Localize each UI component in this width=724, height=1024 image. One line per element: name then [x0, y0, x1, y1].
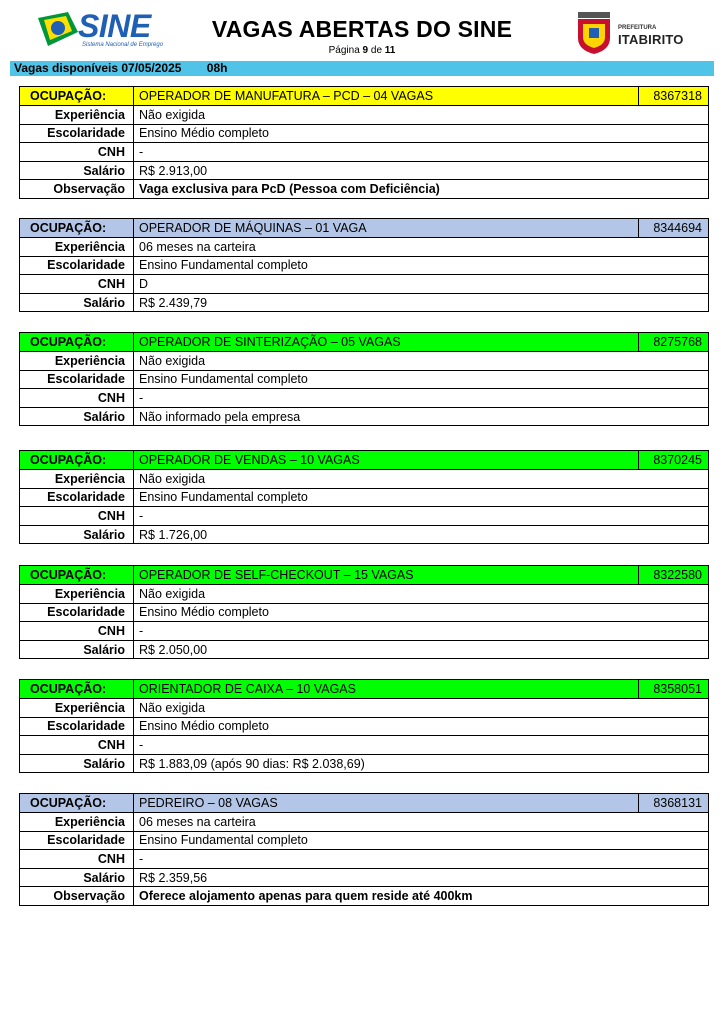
observation-label: Observação — [20, 180, 134, 199]
cnh-label: CNH — [20, 622, 134, 641]
job-header-row — [20, 333, 709, 352]
education-value: Ensino Fundamental completo — [134, 256, 709, 275]
cnh-value: - — [134, 507, 709, 526]
job-header-row — [20, 566, 709, 585]
experience-value: Não exigida — [134, 470, 709, 489]
experience-label: Experiência — [20, 470, 134, 489]
page-title: VAGAS ABERTAS DO SINE — [211, 16, 513, 42]
coat-of-arms-icon — [574, 12, 614, 54]
education-value: Ensino Médio completo — [134, 124, 709, 143]
prefeitura-label: PREFEITURA — [618, 25, 657, 31]
cnh-label: CNH — [20, 389, 134, 408]
occupation-label: OCUPAÇÃO: — [20, 219, 134, 238]
job-detail-row — [20, 143, 709, 162]
job-detail-row — [20, 887, 709, 906]
job-header-row — [20, 451, 709, 470]
education-value: Ensino Fundamental completo — [134, 831, 709, 850]
job-header-row — [20, 219, 709, 238]
experience-value: Não exigida — [134, 699, 709, 718]
job-table — [19, 679, 709, 773]
cnh-value: - — [134, 850, 709, 869]
occupation-label: OCUPAÇÃO: — [20, 566, 134, 585]
job-header-row — [20, 794, 709, 813]
job-detail-row — [20, 699, 709, 718]
job-detail-row — [20, 831, 709, 850]
availability-banner — [10, 61, 714, 76]
job-detail-row — [20, 525, 709, 544]
sine-logo-name: SINE — [78, 8, 151, 44]
salary-value: R$ 1.726,00 — [134, 525, 709, 544]
experience-label: Experiência — [20, 106, 134, 125]
education-label: Escolaridade — [20, 831, 134, 850]
job-title: OPERADOR DE SINTERIZAÇÃO – 05 VAGAS — [134, 333, 639, 352]
prefeitura-name: ITABIRITO — [618, 32, 684, 47]
job-detail-row — [20, 106, 709, 125]
job-title: PEDREIRO – 08 VAGAS — [134, 794, 639, 813]
job-code: 8322580 — [639, 566, 709, 585]
salary-label: Salário — [20, 640, 134, 659]
job-detail-row — [20, 488, 709, 507]
education-label: Escolaridade — [20, 124, 134, 143]
experience-value: 06 meses na carteira — [134, 238, 709, 257]
cnh-label: CNH — [20, 736, 134, 755]
cnh-label: CNH — [20, 850, 134, 869]
education-value: Ensino Médio completo — [134, 603, 709, 622]
prefeitura-logo — [574, 12, 694, 56]
job-code: 8370245 — [639, 451, 709, 470]
job-detail-row — [20, 585, 709, 604]
banner-hour: 08h — [206, 61, 228, 75]
job-title: OPERADOR DE VENDAS – 10 VAGAS — [134, 451, 639, 470]
experience-label: Experiência — [20, 813, 134, 832]
job-code: 8368131 — [639, 794, 709, 813]
salary-label: Salário — [20, 161, 134, 180]
cnh-value: - — [134, 622, 709, 641]
job-title: OPERADOR DE SELF-CHECKOUT – 15 VAGAS — [134, 566, 639, 585]
job-code: 8275768 — [639, 333, 709, 352]
job-title: OPERADOR DE MÁQUINAS – 01 VAGA — [134, 219, 639, 238]
job-detail-row — [20, 603, 709, 622]
cnh-value: D — [134, 275, 709, 294]
job-detail-row — [20, 124, 709, 143]
occupation-label: OCUPAÇÃO: — [20, 333, 134, 352]
page-total: 11 — [384, 45, 396, 56]
job-table — [19, 86, 709, 199]
education-label: Escolaridade — [20, 488, 134, 507]
page-prefix: Página — [328, 45, 360, 56]
job-header-row — [20, 87, 709, 106]
job-table — [19, 793, 709, 906]
job-detail-row — [20, 389, 709, 408]
salary-value: R$ 2.913,00 — [134, 161, 709, 180]
job-detail-row — [20, 407, 709, 426]
cnh-value: - — [134, 736, 709, 755]
salary-label: Salário — [20, 525, 134, 544]
job-detail-row — [20, 180, 709, 199]
job-header-row — [20, 680, 709, 699]
job-code: 8367318 — [639, 87, 709, 106]
occupation-label: OCUPAÇÃO: — [20, 794, 134, 813]
salary-label: Salário — [20, 754, 134, 773]
cnh-label: CNH — [20, 275, 134, 294]
page-header — [0, 0, 724, 62]
salary-value: R$ 2.050,00 — [134, 640, 709, 659]
observation-value: Vaga exclusiva para PcD (Pessoa com Deficiência) — [134, 180, 709, 199]
cnh-value: - — [134, 143, 709, 162]
job-detail-row — [20, 293, 709, 312]
education-value: Ensino Fundamental completo — [134, 488, 709, 507]
job-detail-row — [20, 507, 709, 526]
job-title: ORIENTADOR DE CAIXA – 10 VAGAS — [134, 680, 639, 699]
page-current: 9 — [362, 45, 369, 56]
job-code: 8344694 — [639, 219, 709, 238]
observation-value: Oferece alojamento apenas para quem reside até 400km — [134, 887, 709, 906]
education-label: Escolaridade — [20, 256, 134, 275]
job-table — [19, 565, 709, 659]
experience-label: Experiência — [20, 699, 134, 718]
job-detail-row — [20, 352, 709, 371]
job-table — [19, 332, 709, 426]
education-label: Escolaridade — [20, 603, 134, 622]
job-detail-row — [20, 717, 709, 736]
occupation-label: OCUPAÇÃO: — [20, 87, 134, 106]
job-detail-row — [20, 736, 709, 755]
occupation-label: OCUPAÇÃO: — [20, 451, 134, 470]
job-detail-row — [20, 370, 709, 389]
job-detail-row — [20, 640, 709, 659]
salary-label: Salário — [20, 868, 134, 887]
sine-logo-subtitle: Sistema Nacional de Emprego — [82, 42, 164, 48]
job-detail-row — [20, 813, 709, 832]
job-title: OPERADOR DE MANUFATURA – PCD – 04 VAGAS — [134, 87, 639, 106]
education-label: Escolaridade — [20, 370, 134, 389]
job-detail-row — [20, 868, 709, 887]
experience-value: Não exigida — [134, 585, 709, 604]
job-table — [19, 218, 709, 312]
job-detail-row — [20, 161, 709, 180]
experience-value: 06 meses na carteira — [134, 813, 709, 832]
job-code: 8358051 — [639, 680, 709, 699]
experience-value: Não exigida — [134, 352, 709, 371]
salary-value: Não informado pela empresa — [134, 407, 709, 426]
salary-value: R$ 2.359,56 — [134, 868, 709, 887]
experience-label: Experiência — [20, 585, 134, 604]
experience-value: Não exigida — [134, 106, 709, 125]
salary-value: R$ 2.439,79 — [134, 293, 709, 312]
page-separator: de — [370, 45, 383, 56]
salary-value: R$ 1.883,09 (após 90 dias: R$ 2.038,69) — [134, 754, 709, 773]
job-detail-row — [20, 622, 709, 641]
cnh-label: CNH — [20, 507, 134, 526]
salary-label: Salário — [20, 407, 134, 426]
education-value: Ensino Fundamental completo — [134, 370, 709, 389]
job-detail-row — [20, 256, 709, 275]
education-value: Ensino Médio completo — [134, 717, 709, 736]
education-label: Escolaridade — [20, 717, 134, 736]
salary-label: Salário — [20, 293, 134, 312]
occupation-label: OCUPAÇÃO: — [20, 680, 134, 699]
cnh-label: CNH — [20, 143, 134, 162]
job-detail-row — [20, 850, 709, 869]
job-detail-row — [20, 754, 709, 773]
job-detail-row — [20, 275, 709, 294]
job-detail-row — [20, 470, 709, 489]
cnh-value: - — [134, 389, 709, 408]
job-table — [19, 450, 709, 544]
observation-label: Observação — [20, 887, 134, 906]
experience-label: Experiência — [20, 352, 134, 371]
job-detail-row — [20, 238, 709, 257]
experience-label: Experiência — [20, 238, 134, 257]
banner-date: Vagas disponíveis 07/05/2025 — [14, 61, 182, 75]
